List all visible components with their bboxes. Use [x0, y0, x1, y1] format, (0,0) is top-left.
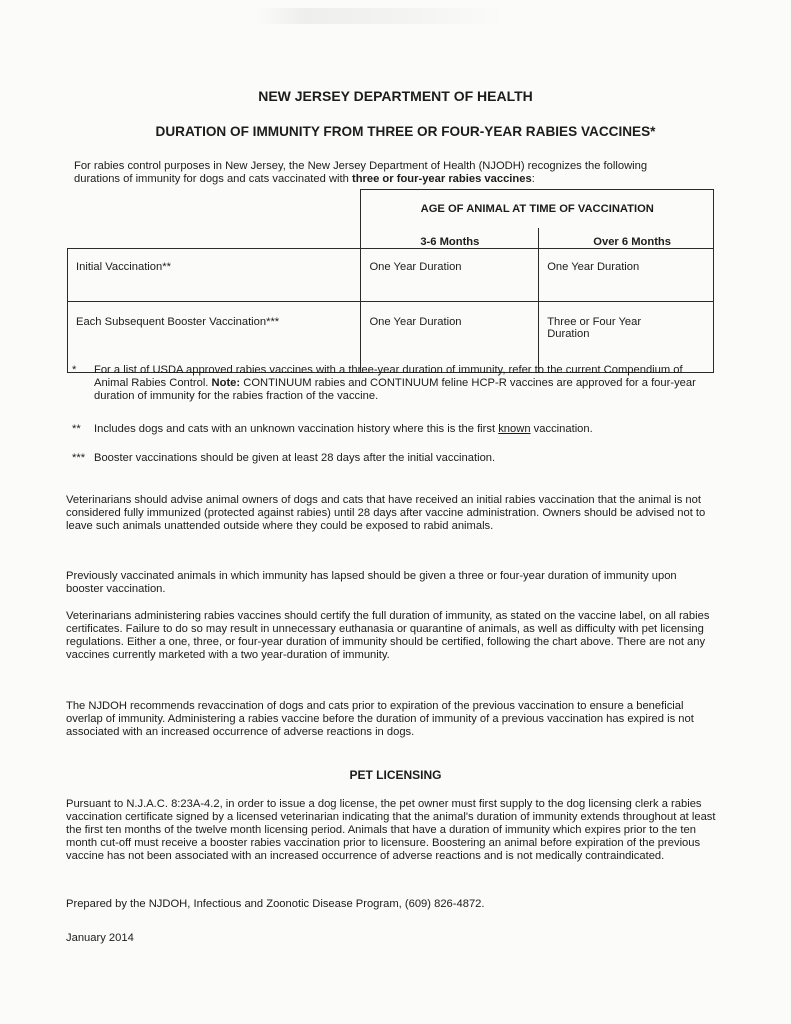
footnote-mark: * [72, 364, 77, 376]
table-col-over-6-months: Over 6 Months [539, 228, 714, 249]
note-text: CONTINUUM rabies and CONTINUUM feline HCP-R vaccines are approved for a four-year duration of immunity for the rabies fraction of the vaccine. [94, 377, 696, 402]
table-corner-blank-2 [68, 228, 361, 249]
table-row [68, 249, 714, 302]
intro-paragraph [74, 160, 694, 186]
prepared-by: Prepared by the NJDOH, Infectious and Zoonotic Disease Program, (609) 826-4872. [66, 898, 485, 910]
document-date: January 2014 [66, 932, 134, 944]
paragraph-pet-licensing: Pursuant to N.J.A.C. 8:23A-4.2, in order to issue a dog license, the pet owner must first supply to the dog licensing clerk a rabies vaccination certificate signed by a licensed veterinarian indicating that the animal's duration of immunity extends throughout at least the first ten months of the twelve month licensing period. Animals that have a duration of immunity which expires prior to the ten month cut-off must receive a booster rabies vaccination prior to licensure. Boostering an animal before expiration of the previous vaccine has not been associated with an increased occurrence of adverse reactions and is not medically contraindicated. [66, 798, 716, 862]
pet-licensing-heading: PET LICENSING [349, 768, 442, 782]
table-row [68, 302, 714, 373]
footnote-text: Booster vaccinations should be given at least 28 days after the initial vaccination. [94, 452, 496, 464]
document-title: DURATION OF IMMUNITY FROM THREE OR FOUR-YEAR RABIES VACCINES* [155, 124, 656, 139]
row-label: Initial Vaccination** [68, 249, 361, 302]
intro-end: : [531, 173, 535, 185]
scan-smudge [255, 8, 505, 24]
footnote-text: Includes dogs and cats with an unknown vaccination history where this is the first [94, 423, 499, 435]
footnote-end: vaccination. [530, 423, 593, 435]
immunity-table [67, 189, 714, 373]
intro-bold-text: three or four-year rabies vaccines [351, 173, 532, 185]
row-cell: One Year Duration [361, 302, 539, 373]
paragraph-certify-duration: Veterinarians administering rabies vaccines should certify the full duration of immunity, as stated on the vaccine label, on all rabies certificates. Failure to do so may result in unnecessary euthanasia or quarantine of animals, as well as difficulty with pet licensing regulations. Either a one, three, or four-year duration of immunity should be certified, following the chart above. There are not any vaccines currently marketed with a two year-duration of immunity. [66, 610, 710, 661]
row-cell: One Year Duration [539, 249, 714, 302]
row-cell: One Year Duration [361, 249, 539, 302]
table-corner-blank [68, 190, 361, 229]
footnote-3 [72, 452, 712, 465]
table-header-age: AGE OF ANIMAL AT TIME OF VACCINATION [361, 190, 714, 229]
footnote-text: For a list of USDA approved rabies vaccines with a three-year duration of immunity, refer to the current Compendium of Animal Rabies Control. [94, 364, 683, 389]
underlined-word: known [498, 423, 531, 435]
intro-text: For rabies control purposes in New Jersey, the New Jersey Department of Health (NJODH) recognizes the following durations of immunity for dogs and cats vaccinated with [74, 160, 648, 185]
footnote-2 [72, 423, 712, 436]
paragraph-lapsed-immunity: Previously vaccinated animals in which immunity has lapsed should be given a three or four-year duration of immunity upon booster vaccination. [66, 570, 677, 595]
paragraph-revaccination: The NJDOH recommends revaccination of dogs and cats prior to expiration of the previous vaccination to ensure a beneficial overlap of immunity. Administering a rabies vaccine before the duration of immunity of a previous vaccination has expired is not associated with an increased occurrence of adverse reactions in dogs. [66, 700, 694, 738]
row-cell: Three or Four Year Duration [539, 302, 714, 373]
agency-heading: NEW JERSEY DEPARTMENT OF HEALTH [258, 88, 533, 104]
row-label: Each Subsequent Booster Vaccination*** [68, 302, 361, 373]
footnote-mark: ** [72, 423, 81, 435]
note-label: Note: [211, 377, 241, 389]
table-col-3-6-months: 3-6 Months [361, 228, 539, 249]
paragraph-advise-owners: Veterinarians should advise animal owners of dogs and cats that have received an initial rabies vaccination that the animal is not considered fully immunized (protected against rabies) until 28 days after vaccine administration. Owners should be advised not to leave such animals unattended outside where they could be exposed to rabid animals. [66, 494, 706, 532]
footnote-1 [72, 364, 712, 403]
footnote-mark: *** [72, 452, 86, 464]
